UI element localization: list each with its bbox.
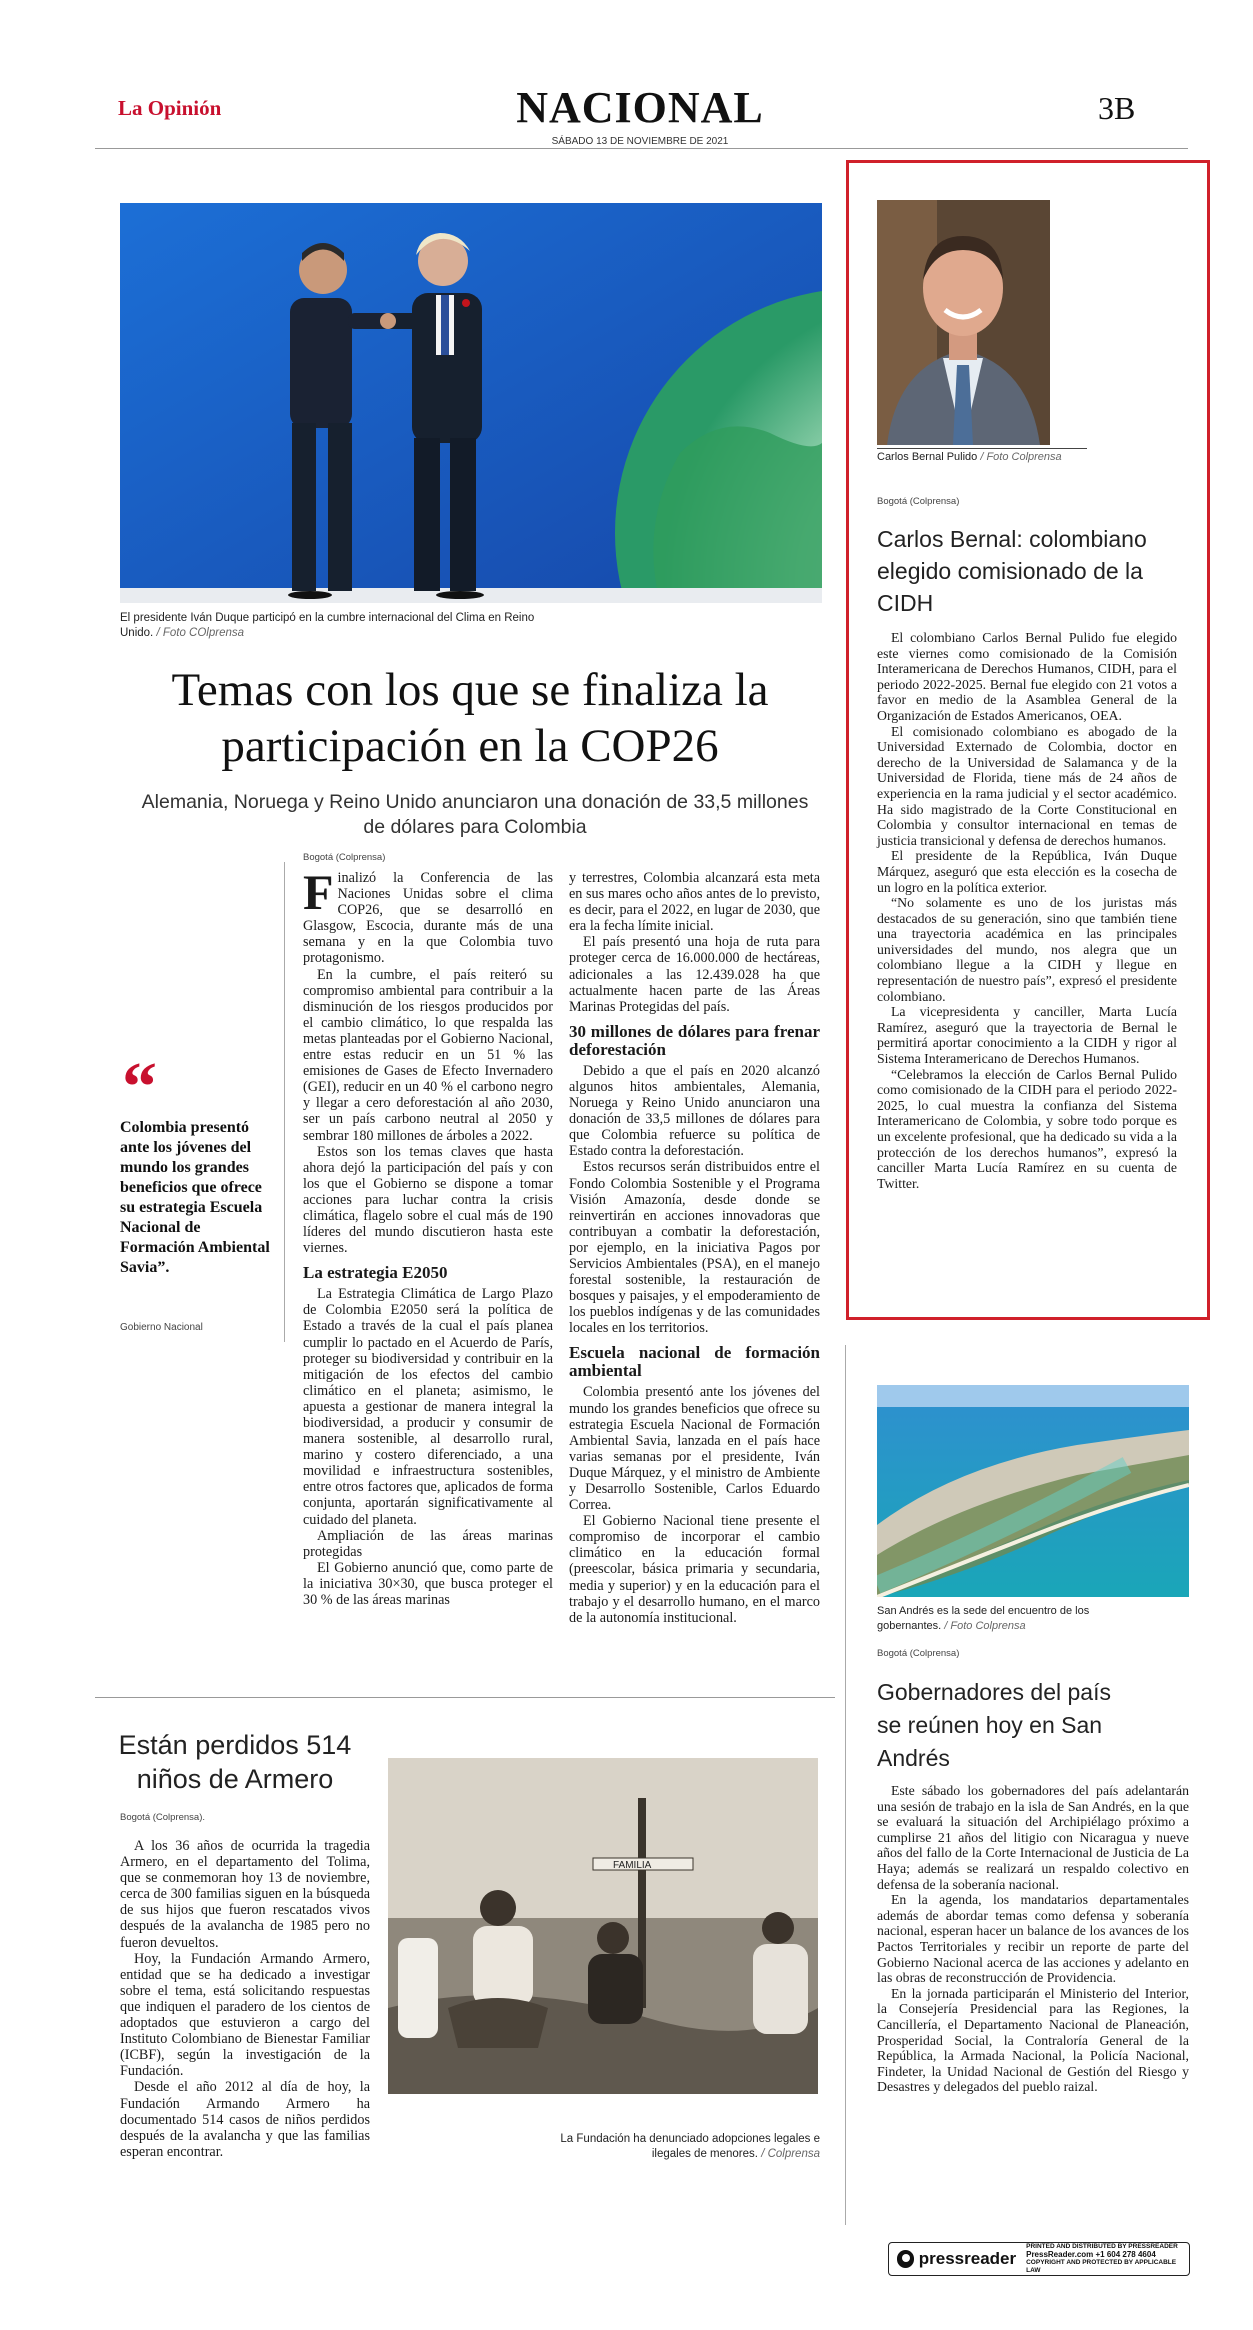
cop26-photo: [120, 203, 822, 603]
caption-text: San Andrés es la sede del encuentro de los gobernantes.: [877, 1605, 1090, 1632]
subheading: La estrategia E2050: [303, 1263, 448, 1283]
paragraph: El país presentó una hoja de ruta para proteger cerca de 16.000.000 de hectáreas, adicionales a las 12.439.028 ha que actualmente hacen parte de las Áreas Marinas Protegidas del país.: [569, 934, 820, 1015]
bernal-photo-caption: [877, 450, 1177, 465]
bernal-dateline: Bogotá (Colprensa): [877, 496, 960, 507]
paragraph: El Gobierno anunció que, como parte de la iniciativa 30×30, que busca proteger el 30 % de las áreas marinas: [303, 1559, 553, 1609]
armero-caption: [520, 2132, 820, 2162]
sanandres-dateline: Bogotá (Colprensa): [877, 1648, 960, 1659]
brand-logo: La Opinión: [118, 96, 222, 120]
issue-date: SÁBADO 13 DE NOVIEMBRE DE 2021: [551, 136, 729, 147]
sanandres-caption: [877, 1604, 1137, 1634]
paragraph: En la agenda, los mandatarios departamentales además de abordar temas como defensa y soberanía nacional, esperan hacer un balance de los avances de los Pactos Territoriales y recibir un reporte de parte del Gobierno Nacional acerca de las acciones y adelanto en las obras de reconstrucción de Providencia.: [877, 1892, 1189, 1986]
pressreader-line1: PRINTED AND DISTRIBUTED BY PRESSREADER: [1026, 2243, 1178, 2250]
paragraph: El Gobierno Nacional tiene presente el compromiso de incorporar el cambio climático en la educación formal (preescolar, básica primaria y secundaria, media y superior) y en la educación para el trabajo y el desarrollo humano, en el marco de la autonomía institucional.: [569, 1513, 820, 1626]
bernal-body: [877, 630, 1177, 1191]
main-deck: Alemania, Noruega y Reino Unido anunciaron una donación de 33,5 millones de dólares para Colombia: [141, 791, 809, 838]
paragraph: Debido a que el país en 2020 alcanzó algunos hitos ambientales, Alemania, Noruega y Reino Unido anunciaron una donación de 33,5 millones de dólares para que Colombia refuerce su política de Estado contra la deforestación.: [569, 1062, 820, 1160]
column-divider: [284, 862, 285, 1342]
armero-sign-text: FAMILIA: [613, 1860, 652, 1871]
section-title: NACIONAL: [516, 83, 764, 132]
caption-text: Carlos Bernal Pulido: [877, 451, 978, 463]
paragraph: “No solamente es uno de los juristas más destacados de su generación, sino que también tiene una trayectoria académica en las principales universidades del mundo, nos alegra que un colombiano llegue a la CIDH y llegue en representación de nuestro país”, expresó el presidente colombiano.: [877, 895, 1177, 1004]
header-rule: [95, 148, 1188, 149]
paragraph: El colombiano Carlos Bernal Pulido fue elegido este viernes como comisionado de la Comisión Interamericana de Derechos Humanos, CIDH, para el periodo 2022-2025. Bernal fue elegido con 21 votos a favor en medio de la Asamblea General de la Organización de Estados Americanos, OEA.: [877, 630, 1177, 723]
armero-photo: [388, 1758, 818, 2094]
bernal-photo-rule: [877, 448, 1087, 449]
caption-credit: / Colprensa: [761, 2148, 820, 2160]
pressreader-logo: pressreader: [918, 2249, 1017, 2268]
drop-cap: F: [303, 864, 334, 920]
caption-text: La Fundación ha denunciado adopciones legales e ilegales de menores.: [560, 2133, 820, 2160]
armero-top-rule: [95, 1697, 835, 1698]
pressreader-badge: [888, 2242, 1190, 2276]
paragraph: y terrestres, Colombia alcanzará esta meta en sus mares ocho años antes de lo previsto, es decir, para el 2022, en lugar de 2030, que era la fecha límite inicial.: [569, 870, 820, 935]
pressreader-icon: [897, 2250, 914, 2268]
bernal-photo: [877, 200, 1050, 445]
paragraph: Estos recursos serán distribuidos entre el Fondo Colombia Sostenible y el Programa Visión Amazonía, desde donde se reinvertirán en acciones innovadoras que contribuyan a combatir la deforestación, por ejemplo, en la iniciativa Pagos por Servicios Ambientales (PSA), en el manejo forestal sostenible, la restauración de bosques y paisajes, y el empoderamiento de los pueblos indígenas y de las comunidades locales en los territorios.: [569, 1159, 820, 1337]
pressreader-line2: PressReader.com +1 604 278 4604: [1026, 2250, 1156, 2259]
caption-text: El presidente Iván Duque participó en la cumbre internacional del Clima en Reino Unido.: [120, 612, 535, 639]
armero-body: [120, 1838, 370, 2160]
pull-quote: Colombia presentó ante los jóvenes del mundo los grandes beneficios que ofrece su estrategia Escuela Nacional de Formación Ambiental Savia”.: [120, 1119, 270, 1276]
armero-headline: Están perdidos 514 niños de Armero: [118, 1730, 352, 1794]
main-column-2: [569, 870, 820, 1626]
paragraph: Desde el año 2012 al día de hoy, la Fundación Armando Armero ha documentado 514 casos de niños perdidos después de la avalancha y que las familias esperan encontrar.: [120, 2079, 370, 2160]
paragraph: Hoy, la Fundación Armando Armero, entidad que se ha dedicado a investigar sobre el tema, está solicitando respuestas que indiquen el paradero de los cientos de adoptados que estuvieron a cargo del Instituto Colombiano de Bienestar Familiar (ICBF), según la investigación de la Fundación.: [120, 1950, 370, 2080]
paragraph: inalizó la Conferencia de las Naciones Unidas sobre el clima COP26, que se desarrolló en Glasgow, Escocia, durante más de una semana y en la que Colombia tuvo protagonismo.: [303, 870, 553, 967]
main-dateline: Bogotá (Colprensa): [303, 852, 386, 863]
pressreader-line3: COPYRIGHT AND PROTECTED BY APPLICABLE LAW: [1026, 2259, 1177, 2274]
main-column-1: [303, 864, 553, 1609]
caption-credit: / Foto Colprensa: [944, 1620, 1026, 1632]
paragraph: La vicepresidenta y canciller, Marta Lucía Ramírez, aseguró que la trayectoria de Bernal le permitirá aportar conocimiento a la CIDH y rigor al Sistema Interamericano de Derechos Humanos.: [877, 1004, 1177, 1067]
paragraph: En la cumbre, el país reiteró su compromiso ambiental para contribuir a la disminución de los riesgos producidos por el cambio climático, lo que respalda las metas planteadas por el Gobierno Nacional, entre estas reducir en un 51 % las emisiones de Gases de Efecto Invernadero (GEI), reducir en un 40 % el carbono negro y llegar a cero deforestación al año 2030, ser un país carbono neutral al 2050 y sembrar 180 millones de árboles a 2022.: [303, 966, 553, 1144]
sanandres-photo: [877, 1385, 1189, 1597]
armero-dateline: Bogotá (Colprensa).: [120, 1812, 206, 1823]
main-headline: Temas con los que se finaliza la participación en la COP26: [171, 664, 769, 772]
sanandres-body: [877, 1783, 1189, 2095]
caption-credit: / Foto COlprensa: [156, 627, 245, 639]
bernal-headline: Carlos Bernal: colombiano elegido comisionado de la CIDH: [877, 526, 1147, 616]
pressreader-text: [1026, 2243, 1181, 2275]
cop26-photo-caption: [120, 611, 550, 641]
subheading: Escuela nacional de formación ambiental: [569, 1343, 820, 1381]
paragraph: Colombia presentó ante los jóvenes del mundo los grandes beneficios que ofrece su estrategia Escuela Nacional de Formación Ambiental Savia, lanzada en el país hace varias semanas por el presidente, Iván Duque Márquez, y el ministro de Ambiente y Desarrollo Sostenible, Carlos Eduardo Correa.: [569, 1384, 820, 1514]
subheading: 30 millones de dólares para frenar deforestación: [569, 1021, 820, 1059]
paragraph: Estos son los temas claves que hasta ahora dejó la participación del país y con los que el Gobierno se dispone a tomar acciones para luchar contra la crisis climática, flagelo sobre el cual más de 190 líderes del mundo discutieron hasta este viernes.: [303, 1143, 553, 1257]
paragraph: El comisionado colombiano es abogado de la Universidad Externado de Colombia, doctor en derecho de la Universidad de Salamanca y de la Universidad de Florida, tiene más de 24 años de experiencia en la rama judicial y el sector académico. Ha sido magistrado de la Corte Constitucional en Colombia y consultor internacional en temas de justicia transicional y defensa de derechos humanos.: [877, 723, 1177, 848]
paragraph: “Celebramos la elección de Carlos Bernal Pulido como comisionado de la CIDH para el periodo 2022- 2025, lo cual muestra la confianza del Sistema Interamericano de Colombia, y sobre todo porque es un excelente profesional, que ha dedicado su vida a la protección de los derechos humanos”, expresó la canciller Marta Lucía Ramírez en su cuenta de Twitter.: [877, 1066, 1177, 1191]
right-column-divider: [845, 1345, 846, 2225]
paragraph: En la jornada participarán el Ministerio del Interior, la Consejería Presidencial para las Regiones, la Cancillería, el Departamento Nacional de Planeación, Prosperidad Social, la Contraloría General de la República, la Armada Nacional, la Policía Nacional, Findeter, la Unidad Nacional de Gestión del Riesgo y Desastres y delegados del pueblo raizal.: [877, 1985, 1189, 2095]
quote-source: Gobierno Nacional: [120, 1322, 203, 1333]
paragraph: Ampliación de las áreas marinas protegidas: [303, 1527, 553, 1560]
page-number: 3B: [1098, 90, 1136, 126]
paragraph: A los 36 años de ocurrida la tragedia Armero, en el departamento del Tolima, que se conmemoran hoy 13 de noviembre, cerca de 300 familias siguen en la búsqueda de sus hijos que fueron rescatados vivos después de la avalancha de 1985 pero no fueron devueltos.: [120, 1838, 370, 1951]
caption-credit: / Foto Colprensa: [980, 451, 1062, 463]
paragraph: Este sábado los gobernadores del país adelantarán una sesión de trabajo en la isla de San Andrés, en la que se evaluará la situación del Archipiélago próximo a cumplirse 21 años del litigio con Nicaragua y nueve años del fallo de la Corte Internacional de Justicia de La Haya; además se realizará un respaldo colectivo en defensa de la soberanía nacional.: [877, 1783, 1189, 1892]
sanandres-headline: Gobernadores del país se reúnen hoy en San Andrés: [877, 1679, 1111, 1771]
paragraph: El presidente de la República, Iván Duque Márquez, aseguró que esta elección es la cosecha de un logro en la política exterior.: [877, 848, 1177, 895]
paragraph: La Estrategia Climática de Largo Plazo de Colombia E2050 será la política de Estado a través de la cual el país planea cumplir lo pactado en el Acuerdo de París, proteger su biodiversidad y contribuir en la mitigación de los efectos del cambio climático en el planeta; asimismo, le apuesta a gestionar de manera integral la biodiversidad, a producir y consumir de manera sostenible, al desarrollo rural, marino y costero diferenciado, a una movilidad e infraestructura sostenibles, entre otros factores que, aplicados de forma conjunta, aportarán significativamente al cuidado del planeta.: [303, 1286, 553, 1528]
quote-mark: “: [122, 1049, 157, 1126]
